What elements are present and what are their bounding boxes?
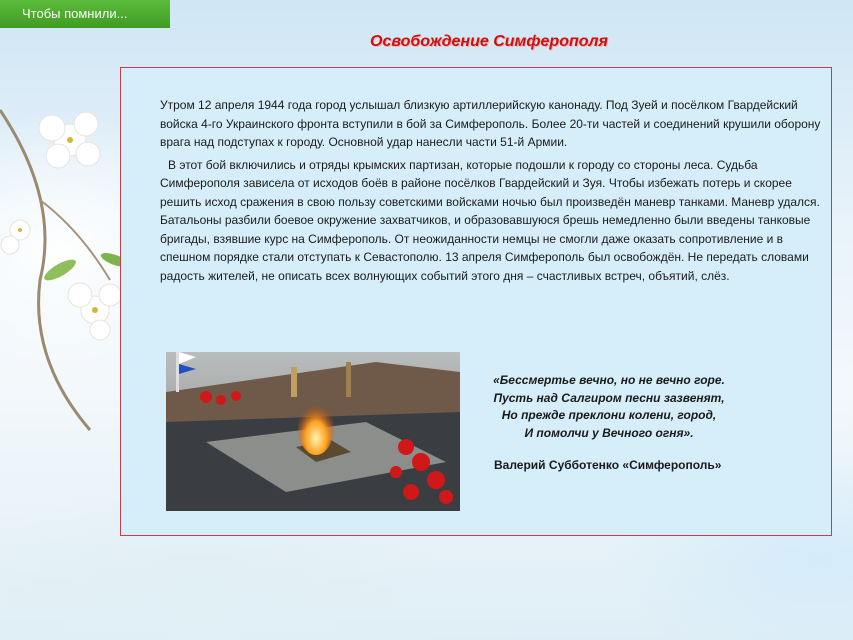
- article-text: [160, 96, 824, 289]
- section-tab-label: Чтобы помнили...: [22, 6, 128, 21]
- poem-line: Но прежде преклони колени, город,: [501, 408, 717, 422]
- poem-quote: [464, 372, 754, 442]
- eternal-flame-image: [166, 352, 460, 511]
- paragraph-1: Утром 12 апреля 1944 года город услышал близкую артиллерийскую канонаду. Под Зуей и посёлком Гвардейский войска 4-го Украинского фронта вступили в бой за Симферополь. Более 20-ти частей и соединений крушили оборону врага над подступах к городу. Основной удар нанесли части 51-й Армии.: [160, 98, 821, 149]
- memorial-photo: [166, 352, 460, 511]
- poem-line: «Бессмертье вечно, но не вечно горе.: [493, 373, 725, 387]
- paragraph-2: В этот бой включились и отряды крымских партизан, которые подошли к городу со стороны леса. Судьба Симферополя зависела от исходов боёв в районе посёлков Гвардейский и Зуя. Чтобы избежать потерь и скорее решить исход сражения в свою пользу советскими войсками ночью был произведён маневр танками. Маневр удался. Батальоны разбили боевое окружение захватчиков, и образовавшуюся брешь немедленно были введены танковые бригады, взявшие курс на Симферополь. От неожиданности немцы не смогли даже оказать сопротивление и в спешном порядке стали отступать к Севастополю. 13 апреля Симферополь был освобождён. Не передать словами радость жителей, не описать всех волнующих событий этого дня – счастливых встреч, объятий, слёз.: [160, 157, 820, 283]
- page-title: Освобождение Симферополя: [370, 33, 608, 50]
- section-tab[interactable]: [0, 0, 170, 28]
- poem-line: И помолчи у Вечного огня».: [524, 425, 694, 440]
- poem-author: Валерий Субботенко «Симферополь»: [494, 458, 722, 472]
- poem-line: Пусть над Салгиром песни зазвенят,: [493, 390, 725, 405]
